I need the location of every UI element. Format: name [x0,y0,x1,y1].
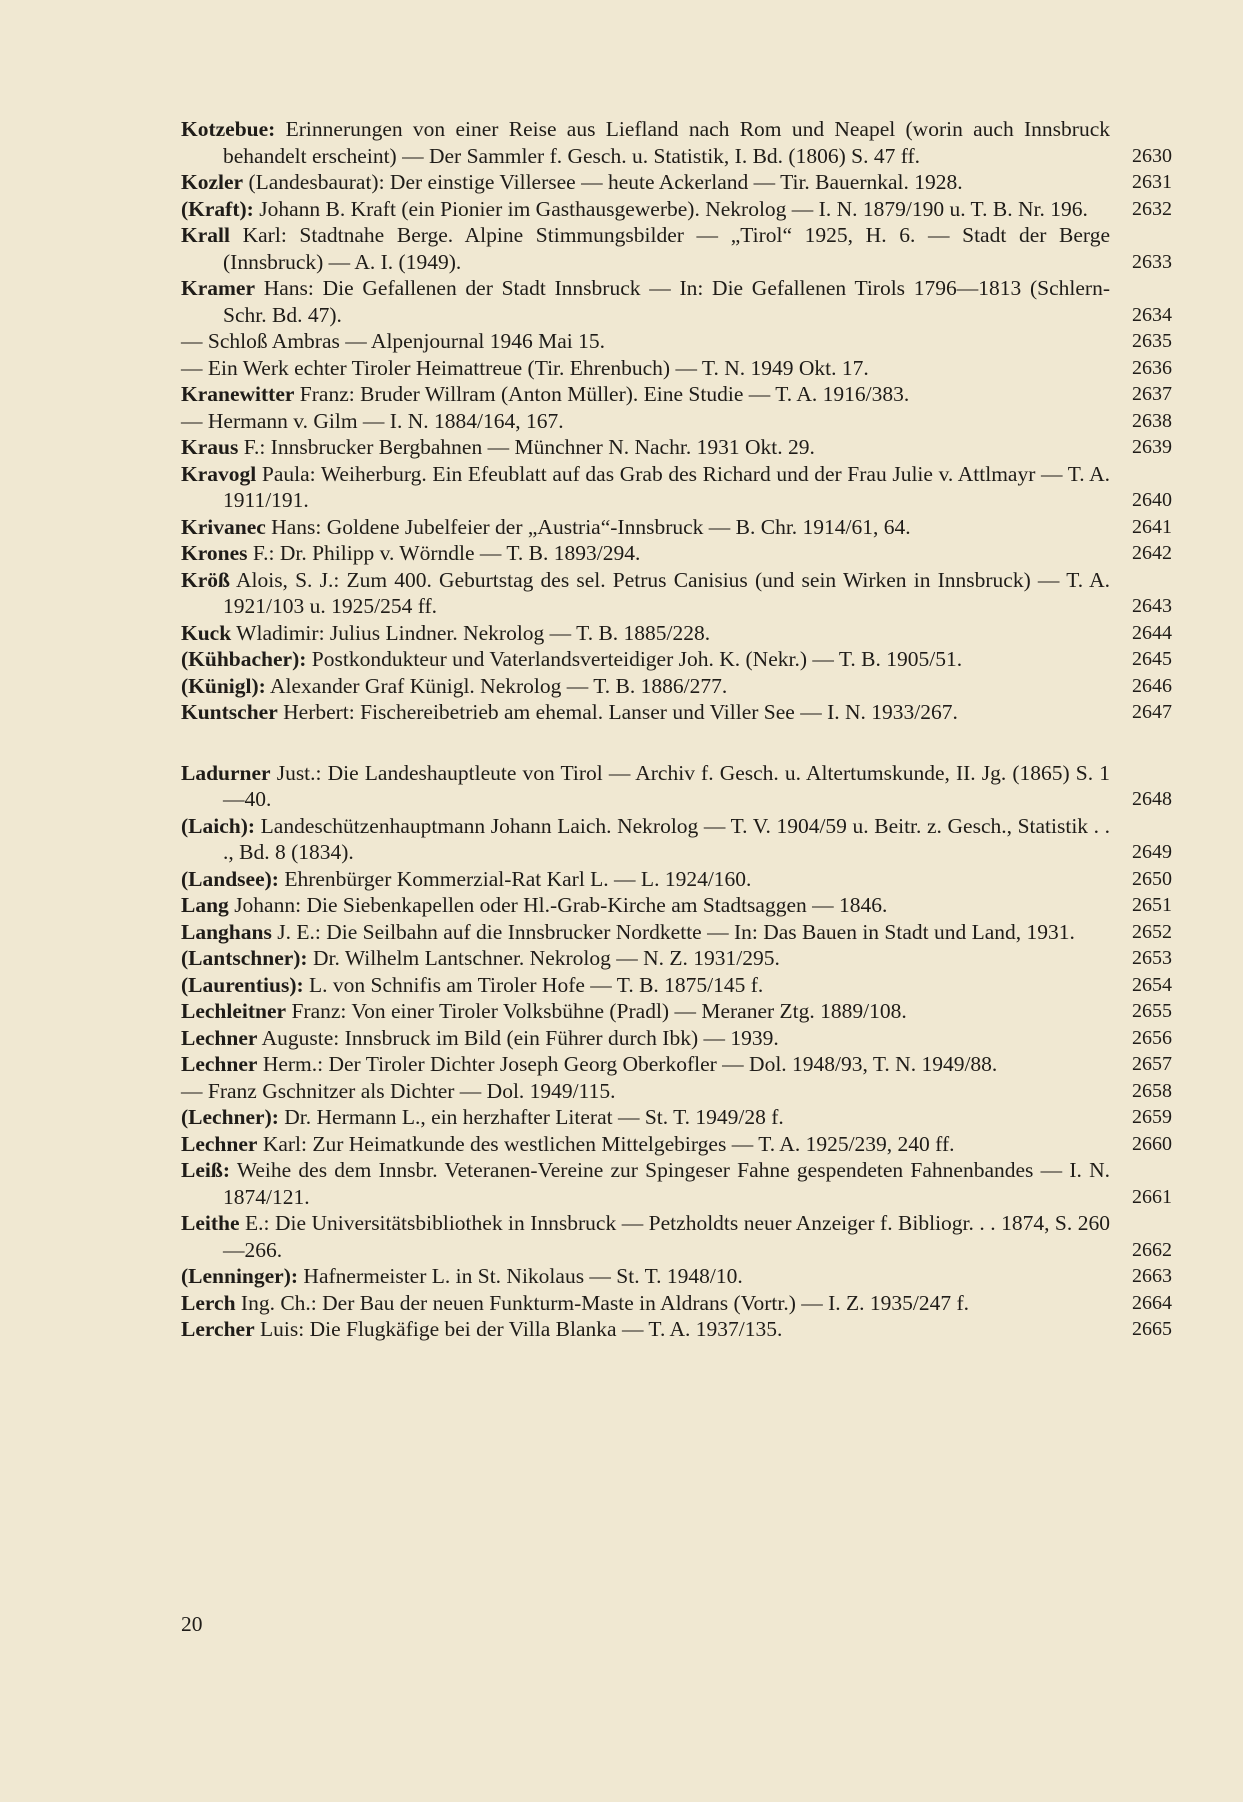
entry-text: Alois, S. J.: Zum 400. Geburtstag des sel. Petrus Canisius (und sein Wirken in Innsbruck) — T. A. 1921/103 u. 1925/254 ff. [223,567,1110,618]
entry-text: Ehrenbürger Kommerzial-Rat Karl L. — L. 1924/160. [278,866,752,891]
entry-number: 2648 [1132,788,1172,810]
section-gap [181,726,1172,760]
bibliography-entry [181,1316,1172,1343]
bibliography-entry [181,1290,1172,1317]
bibliography-entry [181,540,1172,567]
entry-author: Kotzebue: [181,117,276,141]
entry-author: Kuck [181,620,232,645]
entry-number: 2663 [1132,1265,1172,1287]
entry-text: — Hermann v. Gilm — I. N. 1884/164, 167. [181,408,564,433]
bibliography-entry [181,381,1172,408]
entry-number: 2642 [1132,542,1172,564]
entry-author: Lang [181,893,229,917]
entry-number: 2658 [1132,1079,1172,1102]
entry-text: J. E.: Die Seilbahn auf die Innsbrucker Nordkette — In: Das Bauen in Stadt und Land, 1931. [271,919,1075,944]
bibliography-entry [181,892,1172,919]
entry-text: Johann B. Kraft (ein Pionier im Gasthausgewerbe). Nekrolog — I. N. 1879/190 u. T. B. Nr. 196. [253,196,1088,221]
entry-number: 2639 [1132,436,1172,458]
bibliography-entry [181,1131,1172,1158]
bibliography-entry [181,1078,1172,1105]
entry-text: Franz: Bruder Willram (Anton Müller). Eine Studie — T. A. 1916/383. [294,382,910,406]
entry-number: 2661 [1132,1185,1172,1208]
entry-text: Just.: Die Landeshauptleute von Tirol — Archiv f. Gesch. u. Altertumskunde, II. Jg. (1865) S. 1—40. [223,760,1110,811]
bibliography-entry [181,646,1172,673]
entry-author: (Kraft): [181,196,254,221]
entry-number: 2651 [1132,894,1172,916]
entry-author: (Lantschner): [181,946,308,970]
bibliography-entry [181,972,1172,999]
entry-text: Auguste: Innsbruck im Bild (ein Führer durch Ibk) — 1939. [257,1025,779,1050]
entry-author: Ladurner [181,760,271,785]
entry-text: Wladimir: Julius Lindner. Nekrolog — T. B. 1885/228. [231,620,711,645]
bibliography-entry [181,945,1172,972]
entry-number: 2640 [1132,489,1172,511]
entry-number: 2636 [1132,356,1172,379]
entry-author: Langhans [181,919,272,944]
entry-text: Hafnermeister L. in St. Nikolaus — St. T. 1948/10. [298,1264,743,1288]
bibliography-entry [181,196,1172,223]
bibliography-entry [181,919,1172,946]
entry-author: Lerch [181,1290,236,1315]
entry-number: 2662 [1132,1238,1172,1261]
entry-author: Kraus [181,435,239,459]
bibliography-entry [181,355,1172,382]
entry-author: Kröß [181,567,230,592]
bibliography-entry [181,1210,1172,1263]
entry-number: 2637 [1132,383,1172,405]
entry-author: Lechner [181,1025,258,1050]
entry-text: (Landesbaurat): Der einstige Villersee — heute Ackerland — Tir. Bauernkal. 1928. [243,170,963,194]
entry-author: Kozler [181,170,244,194]
entry-author: Kramer [181,276,256,300]
entry-number: 2630 [1132,144,1172,167]
entry-author: (Laurentius): [181,972,304,997]
entry-text: Karl: Stadtnahe Berge. Alpine Stimmungsbilder — „Tirol“ 1925, H. 6. — Stadt der Berge (Innsbruck) — A. I. (1949). [223,223,1110,274]
bibliography-entry [181,760,1172,813]
entry-text: Herm.: Der Tiroler Dichter Joseph Georg Oberkofler — Dol. 1948/93, T. N. 1949/88. [257,1052,998,1076]
entry-number: 2644 [1132,621,1172,644]
entry-number: 2653 [1132,947,1172,969]
entry-author: Lechleitner [181,999,287,1023]
entry-text: Franz: Von einer Tiroler Volksbühne (Pradl) — Meraner Ztg. 1889/108. [286,999,907,1023]
entry-number: 2641 [1132,515,1172,538]
entry-number: 2659 [1132,1106,1172,1128]
entry-number: 2654 [1132,973,1172,996]
entry-number: 2634 [1132,303,1172,326]
entry-text: Landeschützenhauptmann Johann Laich. Nekrolog — T. V. 1904/59 u. Beitr. z. Gesch., Statistik . . ., Bd. 8 (1834). [223,813,1110,864]
bibliography-entry [181,813,1172,866]
bibliography-entry [181,1263,1172,1290]
entry-author: (Künigl): [181,673,266,698]
bibliography-entry [181,567,1172,620]
entry-author: Leiß: [181,1158,230,1182]
entry-author: (Kühbacher): [181,647,307,671]
bibliography-entry [181,275,1172,328]
entry-text: Alexander Graf Künigl. Nekrolog — T. B. 1886/277. [265,673,728,698]
entry-text: Luis: Die Flugkäfige bei der Villa Blanka — T. A. 1937/135. [254,1317,783,1341]
entry-text: Karl: Zur Heimatkunde des westlichen Mittelgebirges — T. A. 1925/239, 240 ff. [257,1131,955,1156]
entry-number: 2632 [1132,197,1172,220]
entry-author: (Landsee): [181,866,279,891]
entry-text: F.: Innsbrucker Bergbahnen — Münchner N. Nachr. 1931 Okt. 29. [238,435,815,459]
entry-author: Kranewitter [181,382,295,406]
bibliography-entry [181,116,1172,169]
bibliography-entry [181,699,1172,726]
entry-text: Hans: Die Gefallenen der Stadt Innsbruck — In: Die Gefallenen Tirols 1796—1813 (Schlern-Schr. Bd. 47). [223,276,1110,327]
bibliography-entry [181,1025,1172,1052]
entry-number: 2638 [1132,409,1172,432]
entry-text: — Schloß Ambras — Alpenjournal 1946 Mai 15. [181,329,605,353]
bibliography-entry [181,620,1172,647]
bibliography-entry [181,514,1172,541]
entry-text: Dr. Hermann L., ein herzhafter Literat — St. T. 1949/28 f. [278,1105,784,1129]
bibliography-entry [181,866,1172,893]
bibliography-entry [181,222,1172,275]
page-number: 20 [181,1612,203,1636]
entry-number: 2633 [1132,250,1172,273]
entry-author: Kuntscher [181,700,278,724]
entry-text: Paula: Weiherburg. Ein Efeublatt auf das Grab des Richard und der Frau Julie v. Attlmayr — T. A. 1911/191. [223,461,1110,512]
bibliography-entry [181,1051,1172,1078]
entry-number: 2652 [1132,920,1172,943]
entry-author: Leithe [181,1211,240,1235]
entry-author: Krall [181,223,230,247]
entry-number: 2647 [1132,701,1172,723]
entry-text: L. von Schnifis am Tiroler Hofe — T. B. 1875/145 f. [303,972,764,997]
entry-text: Hans: Goldene Jubelfeier der „Austria“-Innsbruck — B. Chr. 1914/61, 64. [265,514,911,539]
entry-number: 2649 [1132,841,1172,863]
entry-text: F.: Dr. Philipp v. Wörndle — T. B. 1893/294. [247,541,641,565]
entry-text: E.: Die Universitätsbibliothek in Innsbruck — Petzholdts neuer Anzeiger f. Bibliogr. . . 1874, S. 260—266. [223,1211,1110,1262]
bibliography-entry [181,408,1172,435]
entry-author: Krivanec [181,514,266,539]
entry-number: 2646 [1132,674,1172,697]
entry-number: 2665 [1132,1318,1172,1340]
entry-number: 2643 [1132,595,1172,617]
bibliography-entry [181,169,1172,196]
entry-author: (Lenninger): [181,1264,299,1288]
entry-number: 2657 [1132,1053,1172,1075]
entry-text: Dr. Wilhelm Lantschner. Nekrolog — N. Z. 1931/295. [307,946,780,970]
bibliography-entry [181,1104,1172,1131]
entry-text: Ing. Ch.: Der Bau der neuen Funkturm-Maste in Aldrans (Vortr.) — I. Z. 1935/247 f. [235,1290,970,1315]
entry-number: 2660 [1132,1132,1172,1155]
entry-number: 2635 [1132,330,1172,352]
entry-number: 2631 [1132,171,1172,193]
entry-number: 2650 [1132,867,1172,890]
entry-text: — Franz Gschnitzer als Dichter — Dol. 1949/115. [181,1078,616,1103]
entry-number: 2664 [1132,1291,1172,1314]
entry-author: Lechner [181,1052,258,1076]
bibliography-entry [181,434,1172,461]
bibliography-entry [181,328,1172,355]
entry-number: 2655 [1132,1000,1172,1022]
bibliography-entry [181,673,1172,700]
entry-text: Weihe des dem Innsbr. Veteranen-Vereine zur Spingeser Fahne gespendeten Fahnenbandes — I. N. 1874/121. [223,1158,1110,1209]
entry-list [181,116,1172,1343]
bibliography-entry [181,998,1172,1025]
entry-number: 2656 [1132,1026,1172,1049]
entry-text: Herbert: Fischereibetrieb am ehemal. Lanser und Viller See — I. N. 1933/267. [277,700,958,724]
entry-author: (Laich): [181,813,256,838]
entry-author: Kravogl [181,461,257,486]
entry-author: Lercher [181,1317,255,1341]
entry-text: — Ein Werk echter Tiroler Heimattreue (Tir. Ehrenbuch) — T. N. 1949 Okt. 17. [181,355,869,380]
entry-author: (Lechner): [181,1105,279,1129]
entry-text: Johann: Die Siebenkapellen oder Hl.-Grab-Kirche am Stadtsaggen — 1846. [228,893,888,917]
bibliography-entry [181,461,1172,514]
entry-text: Erinnerungen von einer Reise aus Liefland nach Rom und Neapel (worin auch Innsbruck behandelt erscheint) — Der Sammler f. Gesch. u. Statistik, I. Bd. (1806) S. 47 ff. [223,117,1110,168]
entry-author: Krones [181,541,248,565]
entry-text: Postkondukteur und Vaterlandsverteidiger Joh. K. (Nekr.) — T. B. 1905/51. [306,647,963,671]
bibliography-entry [181,1157,1172,1210]
entry-number: 2645 [1132,648,1172,670]
entry-author: Lechner [181,1131,258,1156]
